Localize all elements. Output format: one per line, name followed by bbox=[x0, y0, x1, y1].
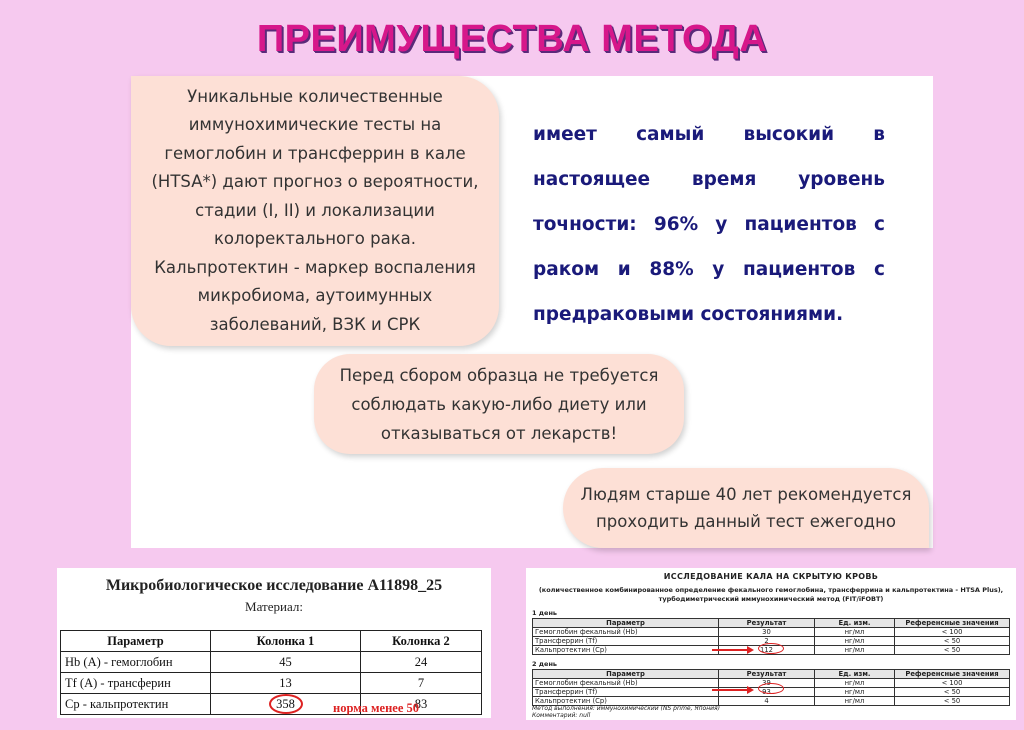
table-cell: нг/мл bbox=[815, 628, 895, 637]
table-cell: < 50 bbox=[895, 697, 1010, 706]
accuracy-word: с bbox=[873, 259, 885, 280]
table-cell: 39 bbox=[719, 679, 815, 688]
accuracy-word: 88% bbox=[649, 259, 694, 280]
highlight-circle bbox=[269, 694, 303, 714]
column-header: Ед. изм. bbox=[815, 619, 895, 628]
info-bubble-tests bbox=[131, 76, 499, 346]
table-cell: < 50 bbox=[895, 646, 1010, 655]
table-cell: Гемоглобин фекальный (Hb) bbox=[533, 628, 719, 637]
table-cell: Tf (A) - трансферин bbox=[61, 673, 211, 694]
table-cell: 2 bbox=[719, 637, 815, 646]
highlight-circle bbox=[758, 643, 784, 654]
table-cell: 4 bbox=[719, 697, 815, 706]
accuracy-word: и bbox=[617, 259, 631, 280]
table-cell: нг/мл bbox=[815, 679, 895, 688]
accuracy-word: время bbox=[691, 169, 757, 190]
red-arrow-icon bbox=[712, 689, 748, 691]
table-header-row bbox=[61, 631, 482, 652]
table-cell: нг/мл bbox=[815, 697, 895, 706]
table-cell: Кальпротектин (Cp) bbox=[533, 646, 719, 655]
accuracy-word: у bbox=[715, 214, 728, 235]
day2-label: 2 день bbox=[532, 660, 558, 668]
day1-label: 1 день bbox=[532, 609, 558, 617]
accuracy-line bbox=[533, 202, 885, 247]
info-bubble-tests-text: Уникальные количественные иммунохимические тесты на гемоглобин и трансферрин в кале (HTSA*) дают прогноз о вероятности, стадии (I, II) и локализации колоректального рака. Кальпротектин - маркер воспаления микробиома, аутоимунных заболеваний, ВЗК и СРК bbox=[151, 86, 479, 334]
table-cell: Кальпротектин (Cp) bbox=[533, 697, 719, 706]
table-row bbox=[533, 628, 1010, 637]
accuracy-word: самый bbox=[636, 124, 705, 145]
column-header: Референсные значения bbox=[895, 619, 1010, 628]
table-cell: нг/мл bbox=[815, 688, 895, 697]
info-bubble-age-text: Людям старше 40 лет рекомендуется проходить данный тест ежегодно bbox=[580, 485, 912, 531]
accuracy-word: имеет bbox=[533, 124, 597, 145]
accuracy-word: уровень bbox=[798, 169, 885, 190]
table-cell: Трансферрин (Tf) bbox=[533, 688, 719, 697]
accuracy-line bbox=[533, 247, 885, 292]
accuracy-word: предраковыми состояниями. bbox=[533, 304, 844, 325]
column-header: Ед. изм. bbox=[815, 670, 895, 679]
lab-report-material: Материал: bbox=[245, 599, 303, 614]
highlighted-value: 358 bbox=[276, 696, 295, 711]
lab-report-microbiology bbox=[57, 568, 491, 718]
table-header-row bbox=[533, 670, 1010, 679]
table-cell: 24 bbox=[361, 652, 482, 673]
table-cell: 7 bbox=[361, 673, 482, 694]
accuracy-word: с bbox=[874, 214, 885, 235]
method-note: Метод выполнения: иммунохимический (NS prime, Япония) bbox=[532, 705, 720, 712]
column-header: Референсные значения bbox=[895, 670, 1010, 679]
table-cell: 13 bbox=[211, 673, 361, 694]
table-cell: < 100 bbox=[895, 679, 1010, 688]
column-header: Параметр bbox=[61, 631, 211, 652]
table-cell: 83 bbox=[361, 694, 482, 715]
accuracy-word: точности: bbox=[533, 214, 637, 235]
page-title: ПРЕИМУЩЕСТВА МЕТОДА bbox=[256, 18, 768, 60]
column-header: Результат bbox=[719, 619, 815, 628]
accuracy-word: высокий bbox=[743, 124, 835, 145]
column-header: Колонка 1 bbox=[211, 631, 361, 652]
accuracy-word: настоящее bbox=[533, 169, 651, 190]
table-row bbox=[61, 652, 482, 673]
accuracy-word: пациентов bbox=[744, 214, 857, 235]
table-header-row bbox=[533, 619, 1010, 628]
table-cell: < 100 bbox=[895, 628, 1010, 637]
table-cell: Hb (A) - гемоглобин bbox=[61, 652, 211, 673]
table-cell: Гемоглобин фекальный (Hb) bbox=[533, 679, 719, 688]
reference-note: норма менее 50 bbox=[333, 701, 420, 715]
column-header: Результат bbox=[719, 670, 815, 679]
table-cell-highlighted: 93 bbox=[719, 688, 815, 697]
lab-report-occult-blood bbox=[526, 568, 1016, 720]
table-cell: 30 bbox=[719, 628, 815, 637]
lab-report-heading: ИССЛЕДОВАНИЕ КАЛА НА СКРЫТУЮ КРОВЬ bbox=[663, 572, 879, 581]
highlight-circle bbox=[758, 683, 784, 694]
table-cell-highlighted: 112 bbox=[719, 646, 815, 655]
lab-report-description: (количественное комбинированное определение фекального гемоглобина, трансферрина и кальпротектина - HTSA Plus), турбодиметрический иммунохимический метод (FIT/iFOBT) bbox=[538, 586, 1004, 603]
accuracy-statement bbox=[533, 112, 885, 337]
lab-report-heading: Микробиологическое исследование А11898_25 bbox=[105, 577, 443, 594]
accuracy-word: в bbox=[873, 124, 885, 145]
accuracy-line bbox=[533, 157, 885, 202]
column-header: Колонка 2 bbox=[361, 631, 482, 652]
info-bubble-age bbox=[563, 468, 929, 548]
red-arrow-icon bbox=[712, 649, 748, 651]
accuracy-line bbox=[533, 112, 885, 157]
accuracy-word: раком bbox=[533, 259, 600, 280]
table-row bbox=[61, 673, 482, 694]
column-header: Параметр bbox=[533, 670, 719, 679]
column-header: Параметр bbox=[533, 619, 719, 628]
table-cell: нг/мл bbox=[815, 637, 895, 646]
table-cell: 45 bbox=[211, 652, 361, 673]
accuracy-word: пациентов bbox=[742, 259, 856, 280]
accuracy-line bbox=[533, 292, 885, 337]
table-cell: нг/мл bbox=[815, 646, 895, 655]
table-cell: < 50 bbox=[895, 637, 1010, 646]
table-cell: Трансферрин (Tf) bbox=[533, 637, 719, 646]
comment-note: Комментарий: null bbox=[532, 712, 591, 719]
accuracy-word: 96% bbox=[653, 214, 699, 235]
table-cell: Cp - кальпротектин bbox=[61, 694, 211, 715]
info-bubble-diet-text: Перед сбором образца не требуется соблюдать какую-либо диету или отказываться от лекарств! bbox=[339, 365, 659, 443]
table-cell: < 50 bbox=[895, 688, 1010, 697]
accuracy-word: у bbox=[712, 259, 725, 280]
info-bubble-diet bbox=[314, 354, 684, 454]
